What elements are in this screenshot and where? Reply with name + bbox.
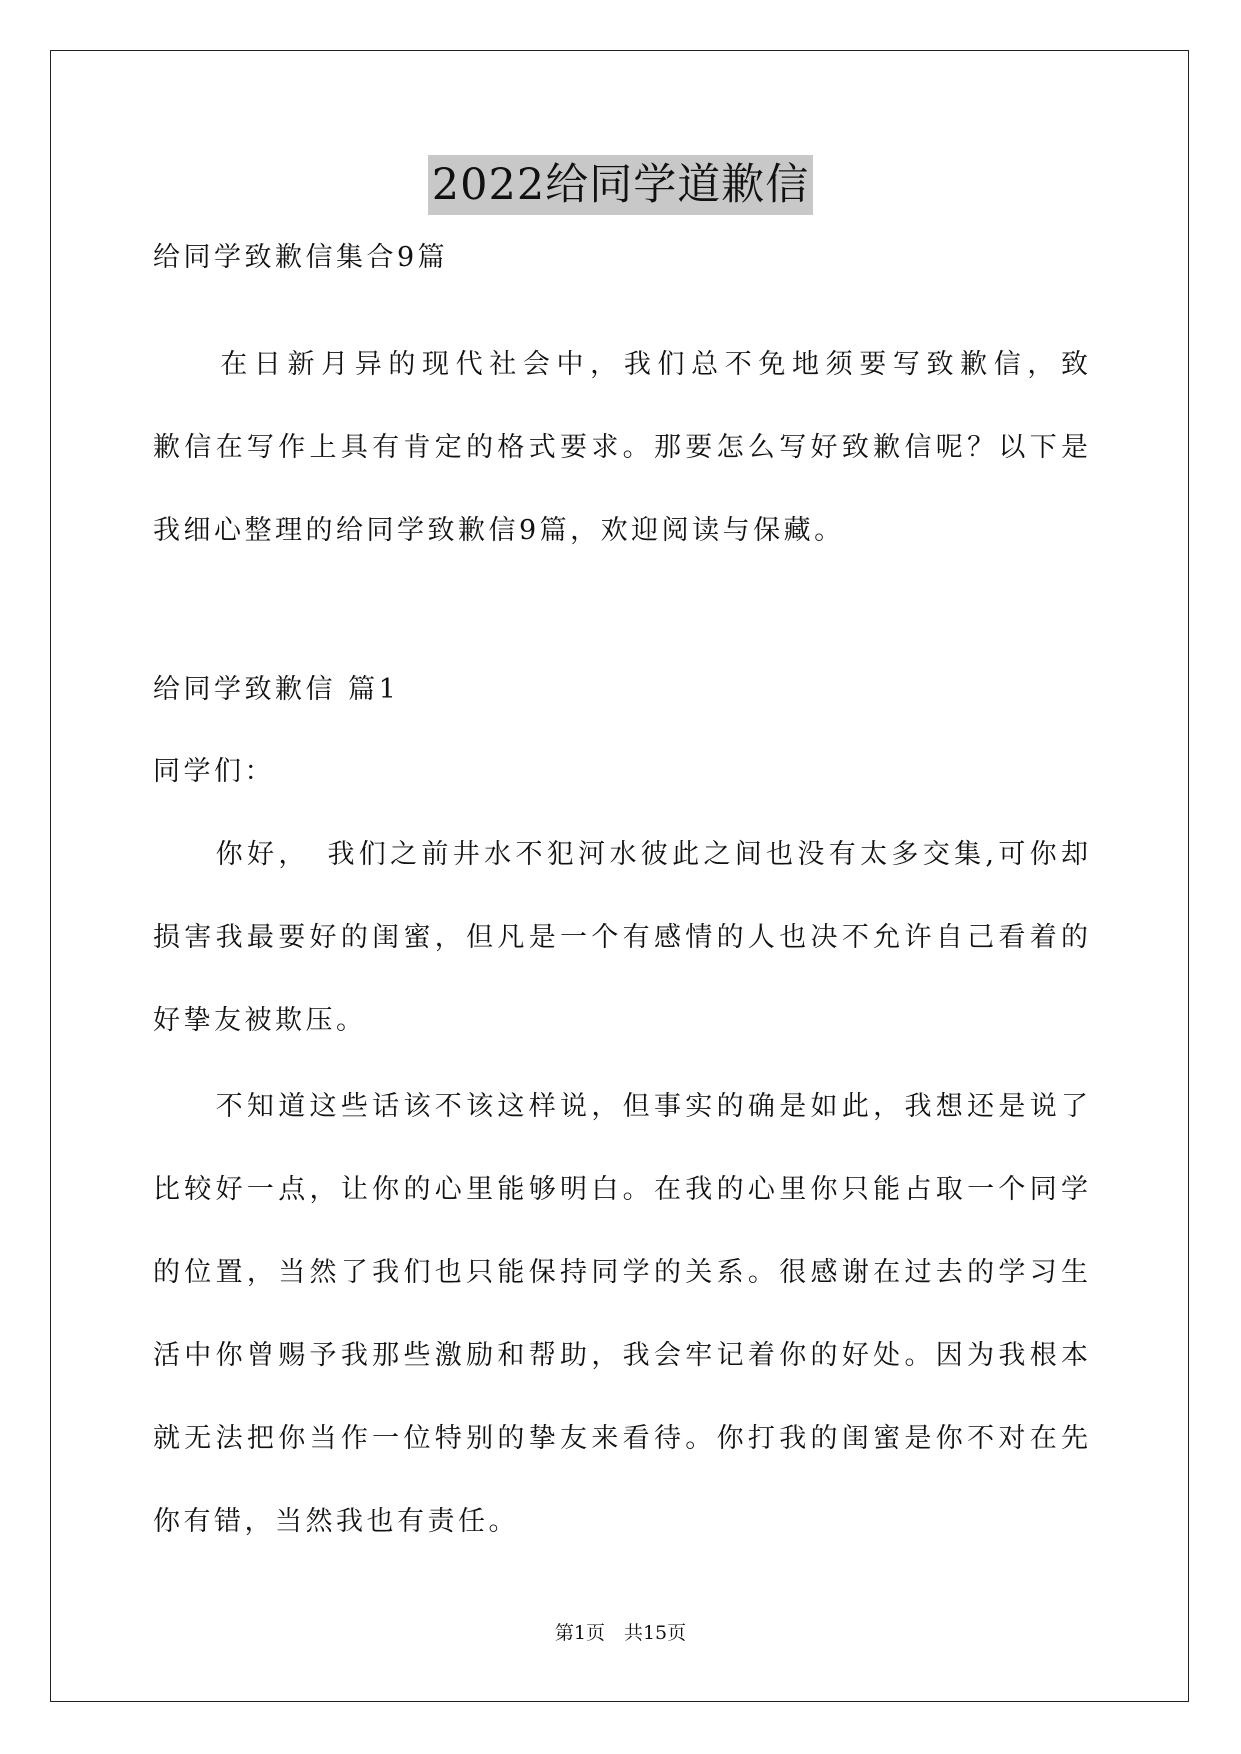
- intro-line: 歉信在写作上具有肯定的格式要求。那要怎么写好致歉信呢？以下是: [153, 432, 1088, 463]
- page-number: 第1页 共15页: [554, 1622, 687, 1644]
- salutation: 同学们：: [153, 756, 275, 787]
- paragraph-line: 你有错，当然我也有责任。: [153, 1506, 519, 1537]
- paragraph-line: 损害我最要好的闺蜜，但凡是一个有感情的人也决不允许自己看着的: [153, 922, 1088, 953]
- paragraph-line: 就无法把你当作一位特别的挚友来看待。你打我的闺蜜是你不对在先: [153, 1423, 1088, 1454]
- paragraph-line: 的位置，当然了我们也只能保持同学的关系。很感谢在过去的学习生: [153, 1257, 1088, 1288]
- section-heading: 给同学致歉信 篇1: [153, 674, 400, 705]
- intro-line: 我细心整理的给同学致歉信9篇，欢迎阅读与保藏。: [153, 515, 845, 546]
- intro-line: 在日新月异的现代社会中，我们总不免地须要写致歉信，致: [153, 349, 1088, 380]
- paragraph-line: 好挚友被欺压。: [153, 1005, 367, 1036]
- title-container: [0, 155, 1241, 215]
- paragraph-line: 比较好一点，让你的心里能够明白。在我的心里你只能占取一个同学: [153, 1174, 1088, 1205]
- paragraph-line: 你好， 我们之前井水不犯河水彼此之间也没有太多交集,可你却: [153, 839, 1088, 870]
- document-title: 2022给同学道歉信: [428, 155, 813, 215]
- document-subtitle: 给同学致歉信集合9篇: [153, 242, 449, 273]
- paragraph-line: 不知道这些话该不该这样说，但事实的确是如此，我想还是说了: [153, 1091, 1088, 1122]
- paragraph-line: 活中你曾赐予我那些激励和帮助，我会牢记着你的好处。因为我根本: [153, 1340, 1088, 1371]
